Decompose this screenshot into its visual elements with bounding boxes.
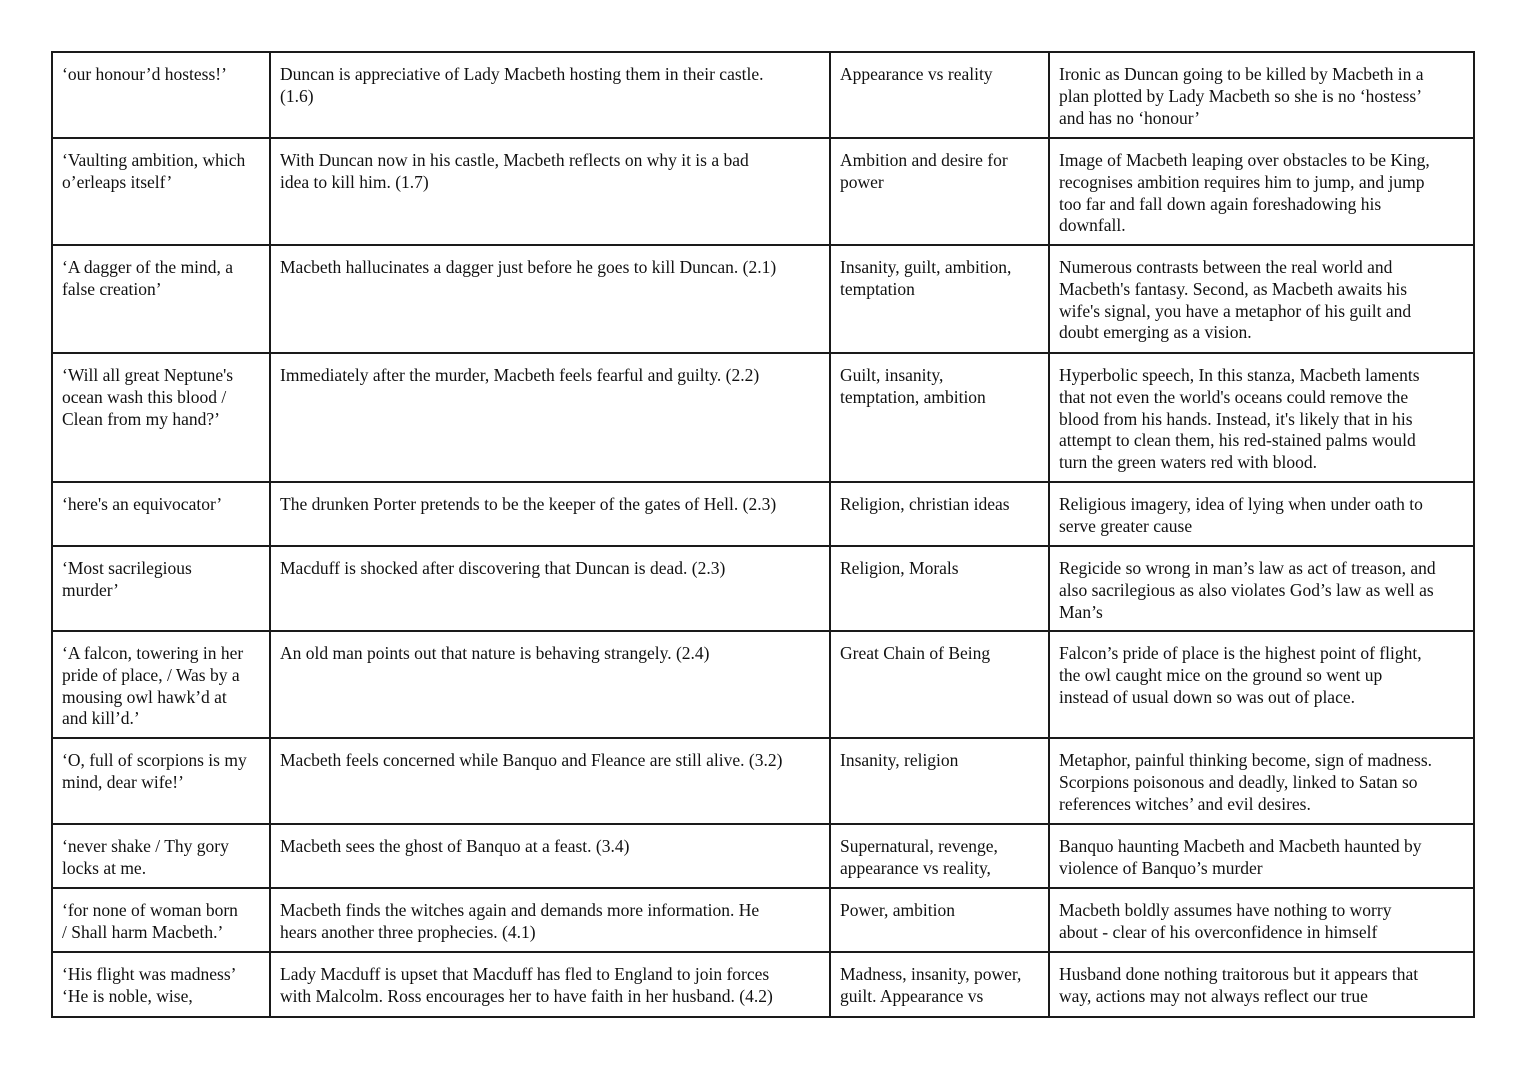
context-cell <box>270 52 830 138</box>
analysis-line: wife's signal, you have a metaphor of his guilt and <box>1059 300 1412 321</box>
analysis-line: attempt to clean them, his red-stained palms would <box>1059 430 1416 451</box>
analysis-line: serve greater cause <box>1059 515 1193 536</box>
context-line: With Duncan now in his castle, Macbeth reflects on why it is a bad <box>280 150 749 170</box>
table-row <box>52 888 1474 952</box>
analysis-line: Religious imagery, idea of lying when under oath to <box>1059 494 1423 514</box>
quote-text <box>62 964 261 1008</box>
context-line: Duncan is appreciative of Lady Macbeth hosting them in their castle. <box>280 64 764 84</box>
analysis-line: Husband done nothing traitorous but it appears that <box>1059 964 1419 984</box>
analysis-line: plan plotted by Lady Macbeth so she is no ‘hostess’ <box>1059 85 1423 106</box>
context-text <box>280 257 821 279</box>
theme-cell <box>830 353 1049 482</box>
context-cell <box>270 546 830 631</box>
quote-cell <box>52 631 270 738</box>
quote-line: ‘O, full of scorpions is my <box>62 750 247 770</box>
context-line: Macbeth finds the witches again and demands more information. He <box>280 900 760 920</box>
analysis-text <box>1059 836 1465 880</box>
quote-cell <box>52 738 270 824</box>
quote-text <box>62 365 261 430</box>
context-text <box>280 365 821 387</box>
context-text <box>280 150 821 194</box>
quote-line: / Shall harm Macbeth.’ <box>62 921 224 942</box>
quote-cell <box>52 546 270 631</box>
context-text <box>280 643 821 665</box>
quote-text <box>62 836 261 880</box>
theme-text <box>840 750 1040 772</box>
analysis-line: Numerous contrasts between the real world and <box>1059 257 1393 277</box>
analysis-line: about - clear of his overconfidence in himself <box>1059 921 1378 942</box>
analysis-line: Falcon’s pride of place is the highest point of flight, <box>1059 643 1422 663</box>
context-text <box>280 494 821 516</box>
analysis-line: way, actions may not always reflect our true <box>1059 985 1368 1006</box>
analysis-line: Ironic as Duncan going to be killed by Macbeth in a <box>1059 64 1424 84</box>
quote-text <box>62 64 261 86</box>
analysis-text <box>1059 365 1465 474</box>
context-line: Macbeth hallucinates a dagger just before he goes to kill Duncan. (2.1) <box>280 257 777 277</box>
quote-line: ‘Vaulting ambition, which <box>62 150 246 170</box>
table-body <box>52 52 1474 1017</box>
analysis-line: instead of usual down so was out of place. <box>1059 686 1355 707</box>
context-line: (1.6) <box>280 85 314 106</box>
quote-line: o’erleaps itself’ <box>62 171 173 192</box>
analysis-line: Regicide so wrong in man’s law as act of treason, and <box>1059 558 1436 578</box>
analysis-line: the owl caught mice on the ground so went up <box>1059 664 1383 685</box>
theme-cell <box>830 738 1049 824</box>
quote-text <box>62 494 261 516</box>
theme-cell <box>830 245 1049 353</box>
quote-cell <box>52 245 270 353</box>
theme-text <box>840 494 1040 516</box>
quote-text <box>62 643 261 730</box>
theme-line: guilt. Appearance vs <box>840 985 984 1006</box>
quote-cell <box>52 952 270 1017</box>
context-line: An old man points out that nature is behaving strangely. (2.4) <box>280 643 710 663</box>
quote-line: ‘here's an equivocator’ <box>62 494 223 514</box>
theme-line: Insanity, guilt, ambition, <box>840 257 1012 277</box>
theme-cell <box>830 824 1049 888</box>
context-text <box>280 836 821 858</box>
analysis-cell <box>1049 138 1474 245</box>
analysis-line: also sacrilegious as also violates God’s law as well as <box>1059 579 1434 600</box>
quote-line: ‘for none of woman born <box>62 900 238 920</box>
context-line: Macduff is shocked after discovering that Duncan is dead. (2.3) <box>280 558 726 578</box>
theme-line: Religion, Morals <box>840 558 959 578</box>
theme-line: Great Chain of Being <box>840 643 991 663</box>
quote-line: locks at me. <box>62 857 147 878</box>
context-line: hears another three prophecies. (4.1) <box>280 921 536 942</box>
quote-text <box>62 750 261 794</box>
quote-text <box>62 900 261 944</box>
context-line: Lady Macduff is upset that Macduff has fled to England to join forces <box>280 964 770 984</box>
analysis-line: Hyperbolic speech, In this stanza, Macbeth laments <box>1059 365 1420 385</box>
analysis-text <box>1059 964 1465 1008</box>
context-cell <box>270 824 830 888</box>
quote-line: and kill’d.’ <box>62 708 140 729</box>
quote-cell <box>52 52 270 138</box>
theme-text <box>840 64 1040 86</box>
theme-text <box>840 150 1040 194</box>
quote-text <box>62 257 261 301</box>
analysis-text <box>1059 257 1465 344</box>
analysis-cell <box>1049 546 1474 631</box>
theme-line: Religion, christian ideas <box>840 494 1010 514</box>
analysis-text <box>1059 750 1465 815</box>
analysis-line: doubt emerging as a vision. <box>1059 322 1252 343</box>
theme-line: Guilt, insanity, <box>840 365 944 385</box>
context-text <box>280 558 821 580</box>
table-row <box>52 138 1474 245</box>
context-cell <box>270 888 830 952</box>
quote-line: ‘never shake / Thy gory <box>62 836 229 856</box>
analysis-cell <box>1049 482 1474 546</box>
context-line: Immediately after the murder, Macbeth feels fearful and guilty. (2.2) <box>280 365 760 385</box>
theme-cell <box>830 52 1049 138</box>
quote-cell <box>52 888 270 952</box>
context-text <box>280 964 821 1008</box>
analysis-cell <box>1049 952 1474 1017</box>
analysis-text <box>1059 558 1465 623</box>
analysis-cell <box>1049 245 1474 353</box>
quote-line: ‘our honour’d hostess!’ <box>62 64 227 84</box>
theme-line: Ambition and desire for <box>840 150 1008 170</box>
analysis-line: Man’s <box>1059 601 1103 622</box>
context-line: The drunken Porter pretends to be the keeper of the gates of Hell. (2.3) <box>280 494 777 514</box>
quote-line: ‘A dagger of the mind, a <box>62 257 234 277</box>
quote-line: false creation’ <box>62 278 162 299</box>
theme-line: temptation, ambition <box>840 386 986 407</box>
table-row <box>52 245 1474 353</box>
analysis-text <box>1059 64 1465 129</box>
table-row <box>52 952 1474 1017</box>
analysis-line: downfall. <box>1059 215 1126 236</box>
theme-line: power <box>840 171 884 192</box>
quote-text <box>62 558 261 602</box>
quote-cell <box>52 138 270 245</box>
analysis-line: too far and fall down again foreshadowing his <box>1059 193 1382 214</box>
quote-text <box>62 150 261 194</box>
analysis-line: Image of Macbeth leaping over obstacles to be King, <box>1059 150 1430 170</box>
analysis-cell <box>1049 353 1474 482</box>
analysis-text <box>1059 150 1465 237</box>
theme-line: Insanity, religion <box>840 750 959 770</box>
table-row <box>52 546 1474 631</box>
analysis-line: and has no ‘honour’ <box>1059 107 1201 128</box>
theme-text <box>840 365 1040 409</box>
analysis-cell <box>1049 824 1474 888</box>
table-row <box>52 631 1474 738</box>
theme-line: appearance vs reality, <box>840 857 991 878</box>
theme-cell <box>830 631 1049 738</box>
analysis-line: violence of Banquo’s murder <box>1059 857 1263 878</box>
theme-line: Power, ambition <box>840 900 955 920</box>
table-row <box>52 353 1474 482</box>
quote-line: mousing owl hawk’d at <box>62 686 227 707</box>
analysis-line: blood from his hands. Instead, it's likely that in his <box>1059 408 1413 429</box>
context-line: idea to kill him. (1.7) <box>280 171 429 192</box>
analysis-line: turn the green waters red with blood. <box>1059 452 1318 473</box>
theme-cell <box>830 546 1049 631</box>
analysis-cell <box>1049 52 1474 138</box>
analysis-cell <box>1049 631 1474 738</box>
context-line: with Malcolm. Ross encourages her to have faith in her husband. (4.2) <box>280 985 773 1006</box>
context-cell <box>270 353 830 482</box>
theme-text <box>840 900 1040 922</box>
analysis-line: Metaphor, painful thinking become, sign of madness. <box>1059 750 1433 770</box>
analysis-line: Macbeth boldly assumes have nothing to worry <box>1059 900 1392 920</box>
context-cell <box>270 738 830 824</box>
context-cell <box>270 631 830 738</box>
analysis-text <box>1059 643 1465 708</box>
quote-line: Clean from my hand?’ <box>62 408 220 429</box>
theme-cell <box>830 952 1049 1017</box>
context-line: Macbeth sees the ghost of Banquo at a feast. (3.4) <box>280 836 630 856</box>
analysis-text <box>1059 900 1465 944</box>
context-text <box>280 64 821 108</box>
theme-line: temptation <box>840 278 915 299</box>
analysis-line: that not even the world's oceans could remove the <box>1059 386 1409 407</box>
analysis-line: Macbeth's fantasy. Second, as Macbeth awaits his <box>1059 278 1408 299</box>
quote-cell <box>52 482 270 546</box>
analysis-line: Scorpions poisonous and deadly, linked to Satan so <box>1059 771 1418 792</box>
theme-text <box>840 836 1040 880</box>
table-row <box>52 52 1474 138</box>
analysis-line: Banquo haunting Macbeth and Macbeth haunted by <box>1059 836 1422 856</box>
theme-line: Supernatural, revenge, <box>840 836 998 856</box>
context-cell <box>270 245 830 353</box>
quote-line: ‘He is noble, wise, <box>62 985 193 1006</box>
quote-line: ‘Most sacrilegious <box>62 558 192 578</box>
table-row <box>52 482 1474 546</box>
analysis-line: recognises ambition requires him to jump, and jump <box>1059 171 1425 192</box>
macbeth-quotes-table <box>51 51 1475 1018</box>
theme-text <box>840 257 1040 301</box>
context-cell <box>270 952 830 1017</box>
quote-line: mind, dear wife!’ <box>62 771 184 792</box>
analysis-text <box>1059 494 1465 538</box>
quote-cell <box>52 353 270 482</box>
theme-cell <box>830 138 1049 245</box>
quote-line: pride of place, / Was by a <box>62 664 240 685</box>
context-line: Macbeth feels concerned while Banquo and Fleance are still alive. (3.2) <box>280 750 783 770</box>
context-cell <box>270 482 830 546</box>
quote-line: murder’ <box>62 579 120 600</box>
analysis-cell <box>1049 738 1474 824</box>
theme-text <box>840 964 1040 1008</box>
context-text <box>280 900 821 944</box>
theme-cell <box>830 482 1049 546</box>
context-cell <box>270 138 830 245</box>
analysis-cell <box>1049 888 1474 952</box>
theme-text <box>840 558 1040 580</box>
quote-line: ocean wash this blood / <box>62 386 227 407</box>
quote-cell <box>52 824 270 888</box>
table-row <box>52 824 1474 888</box>
analysis-line: references witches’ and evil desires. <box>1059 793 1311 814</box>
quote-line: ‘Will all great Neptune's <box>62 365 234 385</box>
theme-line: Appearance vs reality <box>840 64 993 84</box>
quote-line: ‘His flight was madness’ <box>62 964 237 984</box>
table-row <box>52 738 1474 824</box>
theme-text <box>840 643 1040 665</box>
context-text <box>280 750 821 772</box>
theme-line: Madness, insanity, power, <box>840 964 1022 984</box>
quote-line: ‘A falcon, towering in her <box>62 643 244 663</box>
theme-cell <box>830 888 1049 952</box>
